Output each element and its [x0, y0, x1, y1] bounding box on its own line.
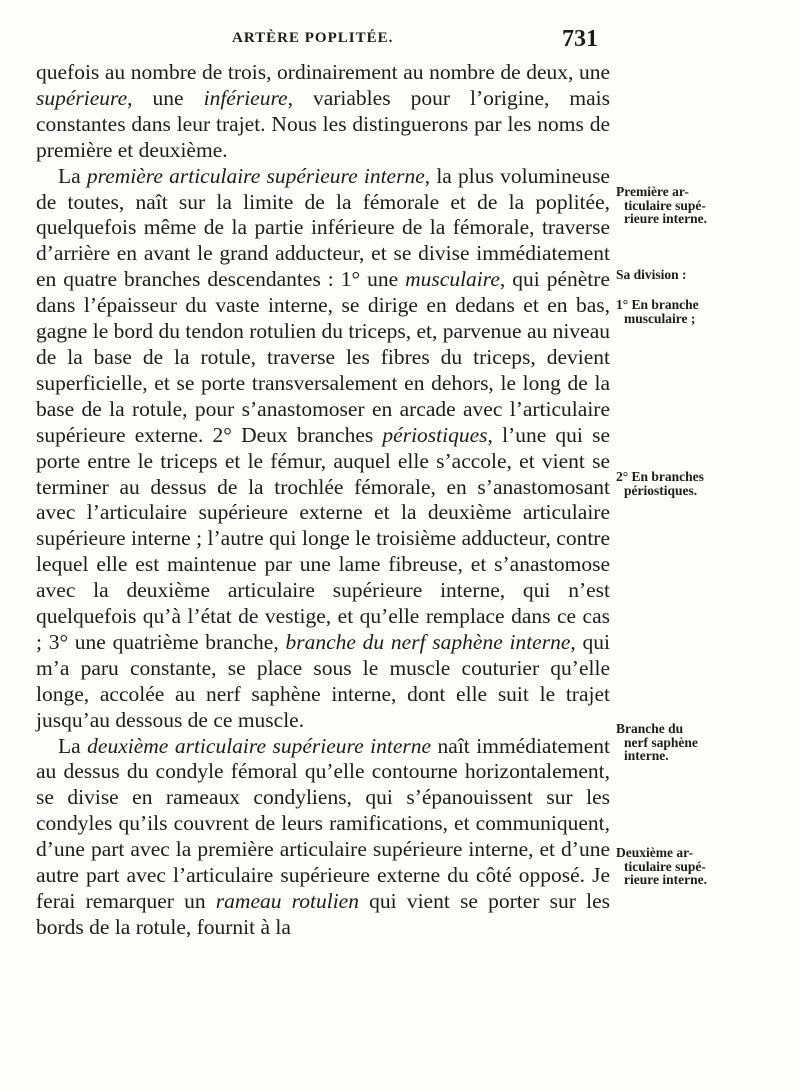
text-run: La	[58, 733, 88, 758]
margin-note-line: Deuxième ar-	[616, 845, 694, 860]
running-head: ARTÈRE POPLITÉE.	[232, 30, 394, 46]
margin-note-premiere-articulaire	[616, 185, 726, 226]
text-run: naît immédiatement au dessus du condyle fémoral qu’elle contourne horizontalement, se divise en rameaux condyliens, qui s’épanouissent sur les condyles qu’ils couvrent de leurs ramifications, et communiquent, d’une part avec la première articulaire supérieure interne, et d’une autre part avec l’articulaire supérieure externe du côté opposé. Je ferai remarquer un	[36, 733, 610, 913]
margin-note-branche-nerf-saphene	[616, 722, 726, 763]
text-run: , qui pénètre dans l’épaisseur du vaste interne, se dirige en dedans et en bas, gagne le bord du tendon rotulien du triceps, et, parvenue au niveau de la base de la rotule, traverse les fibres du triceps, devient superficielle, et se porte transversalement en dehors, le long de la base de la rotule, pour s’anastomoser en arcade avec l’articulaire supérieure externe. 2° Deux branches	[36, 267, 610, 447]
italic-term: inférieure	[203, 85, 288, 110]
margin-note-line: nerf saphène	[624, 734, 698, 750]
text-run: , l’une qui se porte entre le triceps et le fémur, auquel elle s’accole, et vient se terminer au dessus de la trochlée fémorale, en s’anastomosant avec l’articulaire supérieure externe et la deuxième articulaire supérieure interne ; l’autre qui longe le troisième adducteur, contre lequel elle est maintenue par une lame fibreuse, et s’anastomose avec la deuxième articulaire supérieure interne, qui n’est quelquefois qu’à l’état de vestige, et qu’elle remplace dans ce cas ; 3° une quatrième branche,	[36, 422, 610, 654]
margin-note-line: Branche du	[616, 721, 684, 736]
page-number: 731	[562, 26, 598, 52]
margin-note-line: interne.	[624, 748, 669, 763]
margin-note-line: 1° En branche	[616, 297, 699, 312]
italic-term: première articulaire supérieure interne	[86, 163, 425, 188]
text-run: , variables pour l’origine, mais constantes dans leur trajet. Nous les distinguerons par les noms de première et deuxième.	[36, 85, 610, 162]
italic-term: rameau rotulien	[215, 889, 359, 913]
margin-note-line: rieure interne.	[624, 872, 707, 887]
margin-note-branches-periostiques	[616, 470, 726, 497]
italic-term: musculaire	[405, 267, 500, 292]
margin-note-line: Première ar-	[616, 184, 689, 199]
margin-note-line: musculaire ;	[624, 310, 696, 326]
margin-note-line: périostiques.	[624, 482, 698, 498]
paragraph	[36, 734, 610, 941]
margin-note-line: ticulaire supé-	[624, 197, 706, 213]
margin-note-line: rieure interne.	[624, 211, 707, 226]
margin-note-line: ticulaire supé-	[624, 858, 706, 874]
italic-term: branche du nerf saphène interne	[285, 629, 571, 654]
margin-note-sa-division	[616, 268, 726, 282]
text-run: , la plus volumineuse de toutes, naît sur la limite de la fémorale et de la poplitée, quelquefois même de la partie inférieure de la fémorale, traverse d’arrière en avant le grand adducteur, et se divise immédiatement en quatre branches descendantes : 1° une	[36, 163, 610, 292]
text-run: , qui m’a paru constante, se place sous le muscle couturier qu’elle longe, accolée au nerf saphène interne, dont elle suit le trajet jusqu’au dessous de ce muscle.	[36, 629, 610, 732]
italic-term: deuxième articulaire supérieure interne	[87, 733, 432, 758]
text-run: qui vient se porter sur les bords de la rotule, fournit à la	[36, 889, 610, 939]
margin-note-branche-musculaire	[616, 298, 726, 325]
margin-note-deuxieme-articulaire	[616, 846, 726, 887]
italic-term: supérieure	[36, 85, 128, 110]
italic-term: périostiques	[382, 422, 488, 447]
text-run: quefois au nombre de trois, ordinairement au nombre de deux, une	[36, 60, 610, 84]
paragraph	[36, 164, 610, 734]
margin-note-line: 2° En branches	[616, 469, 704, 484]
paragraph	[36, 60, 610, 164]
text-run: , une	[127, 85, 204, 110]
text-run: La	[58, 163, 87, 188]
margin-note-line: Sa division :	[616, 267, 687, 282]
body-text	[36, 60, 610, 941]
